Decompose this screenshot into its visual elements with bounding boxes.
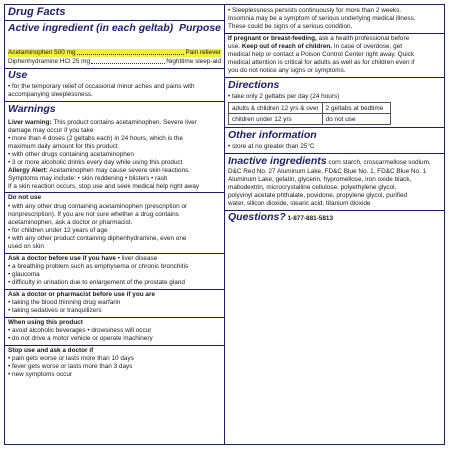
use-text: • for the temporary relief of occasional minor aches and pains with xyxy=(8,83,195,90)
liver-warning: Liver warning: This product contains acetaminophen. Severe liver xyxy=(8,119,197,126)
drug-facts-panel xyxy=(4,4,445,445)
when-using-item: • avoid alcoholic beverages • drowsiness will occur xyxy=(8,327,152,334)
inactive-ingredients-line: Inactive ingredients corn starch, croscarmellose sodium, xyxy=(228,155,431,167)
allergy-action: If a skin reaction occurs, stop use and seek medical help right away xyxy=(8,183,200,190)
purpose-heading: Purpose xyxy=(178,22,221,34)
directions-text: • take only 2 geltabs per day (24 hours) xyxy=(228,93,340,100)
stop-use-item: • new symptoms occur xyxy=(8,371,73,378)
ask-pharmacist-heading: Ask a doctor or pharmacist before use if you are xyxy=(8,291,156,298)
do-not-use-item: • for children under 12 years of age xyxy=(8,227,108,234)
dosing-table xyxy=(228,102,391,125)
active-ingredient-row: Acetaminophen 500 mg Pain reliever xyxy=(8,49,221,56)
pregnancy-warning: If pregnant or breast-feeding, ask a health professional before xyxy=(228,35,410,42)
liver-warning-line: • more than 4 doses (2 geltabs each) in 24 hours, which is the xyxy=(8,135,183,142)
stop-use-item: • pain gets worse or lasts more than 10 days xyxy=(8,355,134,362)
other-information-heading: Other information xyxy=(228,129,317,141)
questions-line xyxy=(228,211,441,225)
phone-number[interactable]: 1-877-881-5813 xyxy=(285,215,334,222)
inactive-ingredients-text: Aluminum Lake, gelatin, glycerin, hypromellose, iron oxide black, xyxy=(228,176,412,183)
liver-warning-line: maximum daily amount for this product xyxy=(8,143,118,150)
ask-doctor-item: • difficulty in urination due to enlargement of the prostate gland xyxy=(8,279,185,286)
directions-heading: Directions xyxy=(228,79,280,91)
active-ingredient-heading: Active ingredient (in each geltab) xyxy=(8,22,174,34)
overdose-text: medical help or contact a Poison Control Center right away. Quick xyxy=(228,51,415,58)
sleeplessness-text: These could be signs of a serious condition. xyxy=(228,23,353,30)
overdose-text: you do not notice any signs or symptoms. xyxy=(228,67,346,74)
table-cell: 2 geltabs at bedtime xyxy=(322,103,390,114)
sleeplessness-text: • Sleeplessness persists continuously for more than 2 weeks. xyxy=(228,7,402,14)
active-ingredient-row: Diphenhydramine HCl 25 mg Nighttime sleep-aid xyxy=(8,58,221,65)
table-row xyxy=(229,114,391,125)
use-heading: Use xyxy=(8,69,28,81)
ask-doctor-item: • glaucoma xyxy=(8,271,40,278)
do-not-use-item: acetaminophen, ask a doctor or pharmacist. xyxy=(8,219,133,226)
do-not-use-heading: Do not use xyxy=(8,194,42,201)
do-not-use-item: nonprescription). If you are not sure whether a drug contains xyxy=(8,211,179,218)
when-using-item: • do not drive a motor vehicle or operate machinery xyxy=(8,335,153,342)
use-text: accompanying sleeplessness. xyxy=(8,91,93,98)
table-cell: do not use xyxy=(322,114,390,125)
do-not-use-item: • with any other drug containing acetaminophen (prescription or xyxy=(8,203,188,210)
left-column xyxy=(5,5,225,444)
table-cell: children under 12 yrs xyxy=(229,114,323,125)
allergy-alert: Allergy Alert: Acetaminophen may cause severe skin reactions. xyxy=(8,167,190,174)
when-using-heading: When using this product xyxy=(8,319,83,326)
sleeplessness-text: Insomnia may be a symptom of serious underlying medical illness. xyxy=(228,15,416,22)
storage-text: • store at no greater than 25°C xyxy=(228,143,315,150)
questions-heading: Questions? xyxy=(228,211,286,223)
allergy-symptoms: Symptoms may include: • skin reddening • blisters • rash xyxy=(8,175,168,182)
ask-doctor-item: • a breathing problem such as emphysema or chronic bronchitis xyxy=(8,263,189,270)
inactive-ingredients-text: maltodextrin, microcrystalline cellulose, polyethylene glycol, xyxy=(228,184,397,191)
stop-use-heading: Stop use and ask a doctor if xyxy=(8,347,94,354)
inactive-ingredients-heading: Inactive ingredients xyxy=(228,155,327,167)
liver-warning-line: • with other drugs containing acetaminophen xyxy=(8,151,134,158)
warnings-heading: Warnings xyxy=(8,103,56,115)
inactive-ingredients-text: D&C Red No. 27 Aluminum Lake, FD&C Blue No. 1, FD&C Blue No. 1 xyxy=(228,168,427,175)
ask-doctor-heading: Ask a doctor before use if you have • liver disease xyxy=(8,255,158,262)
inactive-ingredients-text: water, silicon dioxide, stearic acid, titanium dioxide xyxy=(228,200,371,207)
overdose-text: medical attention is critical for adults as well as for children even if xyxy=(228,59,415,66)
table-row xyxy=(229,103,391,114)
liver-warning-line: • 3 or more alcoholic drinks every day while using this product xyxy=(8,159,183,166)
do-not-use-item: used on skin xyxy=(8,243,44,250)
ask-pharmacist-item: • taking the blood thinning drug warfarin xyxy=(8,299,121,306)
inactive-ingredients-text: polyvinyl acetate phthalate, povidone, propylene glycol, purified xyxy=(228,192,408,199)
keep-out-of-reach: use. Keep out of reach of children. In case of overdose, get xyxy=(228,43,403,50)
ask-pharmacist-item: • taking sedatives or tranquilizers xyxy=(8,307,102,314)
liver-warning-line: damage may occur if you take xyxy=(8,127,94,134)
table-cell: adults & children 12 yrs & over xyxy=(229,103,323,114)
do-not-use-item: • with any other product containing diphenhydramine, even one xyxy=(8,235,187,242)
right-column xyxy=(225,5,444,444)
stop-use-item: • fever gets worse or lasts more than 3 days xyxy=(8,363,133,370)
drug-facts-title: Drug Facts xyxy=(8,6,66,18)
